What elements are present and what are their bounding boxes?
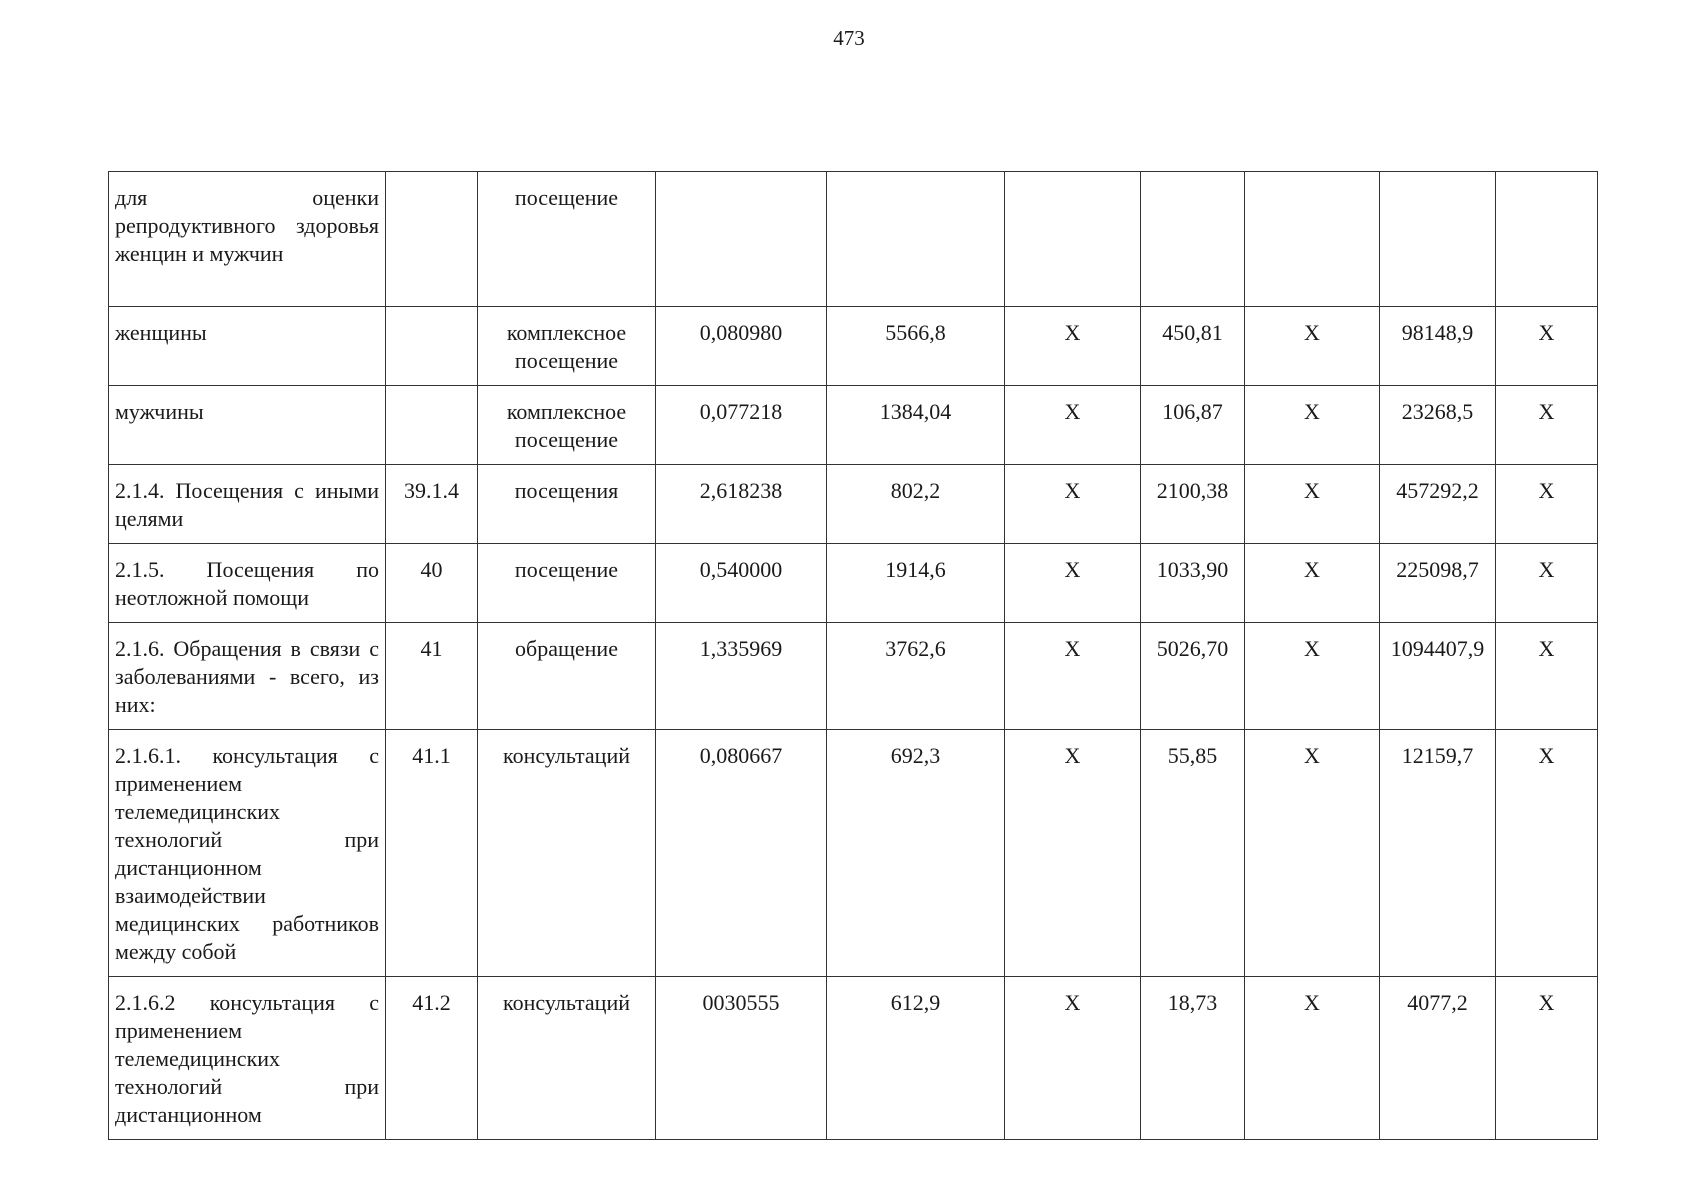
page-number: 473	[833, 26, 865, 50]
row-value-cell: Х	[1245, 623, 1380, 730]
row-value-cell: Х	[1245, 465, 1380, 544]
row-value-cell: 12159,7	[1380, 730, 1496, 977]
row-value-cell: 802,2	[827, 465, 1005, 544]
row-code-cell	[386, 307, 478, 386]
row-value-cell: 2,618238	[656, 465, 827, 544]
table-row	[109, 465, 1598, 544]
row-name-cell: для оценки репродуктивного здоровья женцин и мужчин	[109, 172, 386, 307]
row-code-cell: 40	[386, 544, 478, 623]
table-row	[109, 386, 1598, 465]
table-row	[109, 977, 1598, 1140]
row-code-cell	[386, 172, 478, 307]
row-value-cell	[1496, 172, 1598, 307]
row-value-cell: Х	[1245, 386, 1380, 465]
row-unit-cell: консультаций	[478, 977, 656, 1140]
row-value-cell: 98148,9	[1380, 307, 1496, 386]
row-value-cell: 0,540000	[656, 544, 827, 623]
row-value-cell: Х	[1005, 386, 1141, 465]
row-value-cell: Х	[1496, 977, 1598, 1140]
row-value-cell: 1033,90	[1141, 544, 1245, 623]
row-value-cell	[1380, 172, 1496, 307]
row-value-cell: 23268,5	[1380, 386, 1496, 465]
table-row	[109, 307, 1598, 386]
row-value-cell: Х	[1005, 465, 1141, 544]
row-value-cell: Х	[1005, 977, 1141, 1140]
row-value-cell	[656, 172, 827, 307]
data-table	[108, 171, 1598, 1140]
row-value-cell: Х	[1245, 730, 1380, 977]
row-value-cell: Х	[1245, 977, 1380, 1140]
row-value-cell: Х	[1496, 307, 1598, 386]
row-value-cell	[827, 172, 1005, 307]
row-code-cell: 39.1.4	[386, 465, 478, 544]
row-value-cell: 225098,7	[1380, 544, 1496, 623]
row-value-cell: Х	[1496, 465, 1598, 544]
row-unit-cell: посещение	[478, 544, 656, 623]
row-value-cell: Х	[1245, 307, 1380, 386]
row-value-cell: 55,85	[1141, 730, 1245, 977]
table-row	[109, 623, 1598, 730]
row-name-cell: 2.1.5. Посещения по неотложной помощи	[109, 544, 386, 623]
row-value-cell: 4077,2	[1380, 977, 1496, 1140]
row-code-cell: 41.2	[386, 977, 478, 1140]
table-row	[109, 730, 1598, 977]
row-name-cell: 2.1.6.1. консультация с применением телемедицинских технологий при дистанционном взаимодействии медицинских работников между собой	[109, 730, 386, 977]
row-value-cell	[1141, 172, 1245, 307]
row-value-cell: Х	[1496, 730, 1598, 977]
row-value-cell: 1914,6	[827, 544, 1005, 623]
row-value-cell: 18,73	[1141, 977, 1245, 1140]
row-unit-cell: комплексное посещение	[478, 307, 656, 386]
row-name-cell: мужчины	[109, 386, 386, 465]
row-value-cell: 450,81	[1141, 307, 1245, 386]
row-value-cell: 0,080980	[656, 307, 827, 386]
table-row	[109, 172, 1598, 307]
row-value-cell: 0030555	[656, 977, 827, 1140]
row-value-cell: Х	[1005, 623, 1141, 730]
row-value-cell: 5566,8	[827, 307, 1005, 386]
row-name-cell: женщины	[109, 307, 386, 386]
row-unit-cell: комплексное посещение	[478, 386, 656, 465]
row-name-cell: 2.1.4. Посещения с иными целями	[109, 465, 386, 544]
row-name-cell: 2.1.6. Обращения в связи с заболеваниями - всего, из них:	[109, 623, 386, 730]
table-row	[109, 544, 1598, 623]
row-value-cell: 3762,6	[827, 623, 1005, 730]
row-value-cell: 1,335969	[656, 623, 827, 730]
row-value-cell: 692,3	[827, 730, 1005, 977]
row-value-cell: 612,9	[827, 977, 1005, 1140]
row-value-cell: 1384,04	[827, 386, 1005, 465]
row-value-cell: Х	[1496, 623, 1598, 730]
row-value-cell: Х	[1496, 544, 1598, 623]
row-code-cell	[386, 386, 478, 465]
row-unit-cell: обращение	[478, 623, 656, 730]
row-value-cell: 0,077218	[656, 386, 827, 465]
row-value-cell: 5026,70	[1141, 623, 1245, 730]
row-value-cell	[1245, 172, 1380, 307]
row-value-cell: 457292,2	[1380, 465, 1496, 544]
row-value-cell: Х	[1005, 307, 1141, 386]
row-value-cell: 1094407,9	[1380, 623, 1496, 730]
row-value-cell: 0,080667	[656, 730, 827, 977]
row-code-cell: 41	[386, 623, 478, 730]
row-code-cell: 41.1	[386, 730, 478, 977]
row-value-cell: 2100,38	[1141, 465, 1245, 544]
row-value-cell: 106,87	[1141, 386, 1245, 465]
row-unit-cell: посещения	[478, 465, 656, 544]
row-unit-cell: консультаций	[478, 730, 656, 977]
row-name-cell: 2.1.6.2 консультация с применением телемедицинских технологий при дистанционном	[109, 977, 386, 1140]
row-unit-cell: посещение	[478, 172, 656, 307]
row-value-cell: Х	[1245, 544, 1380, 623]
row-value-cell: Х	[1005, 730, 1141, 977]
row-value-cell: Х	[1496, 386, 1598, 465]
row-value-cell	[1005, 172, 1141, 307]
row-value-cell: Х	[1005, 544, 1141, 623]
